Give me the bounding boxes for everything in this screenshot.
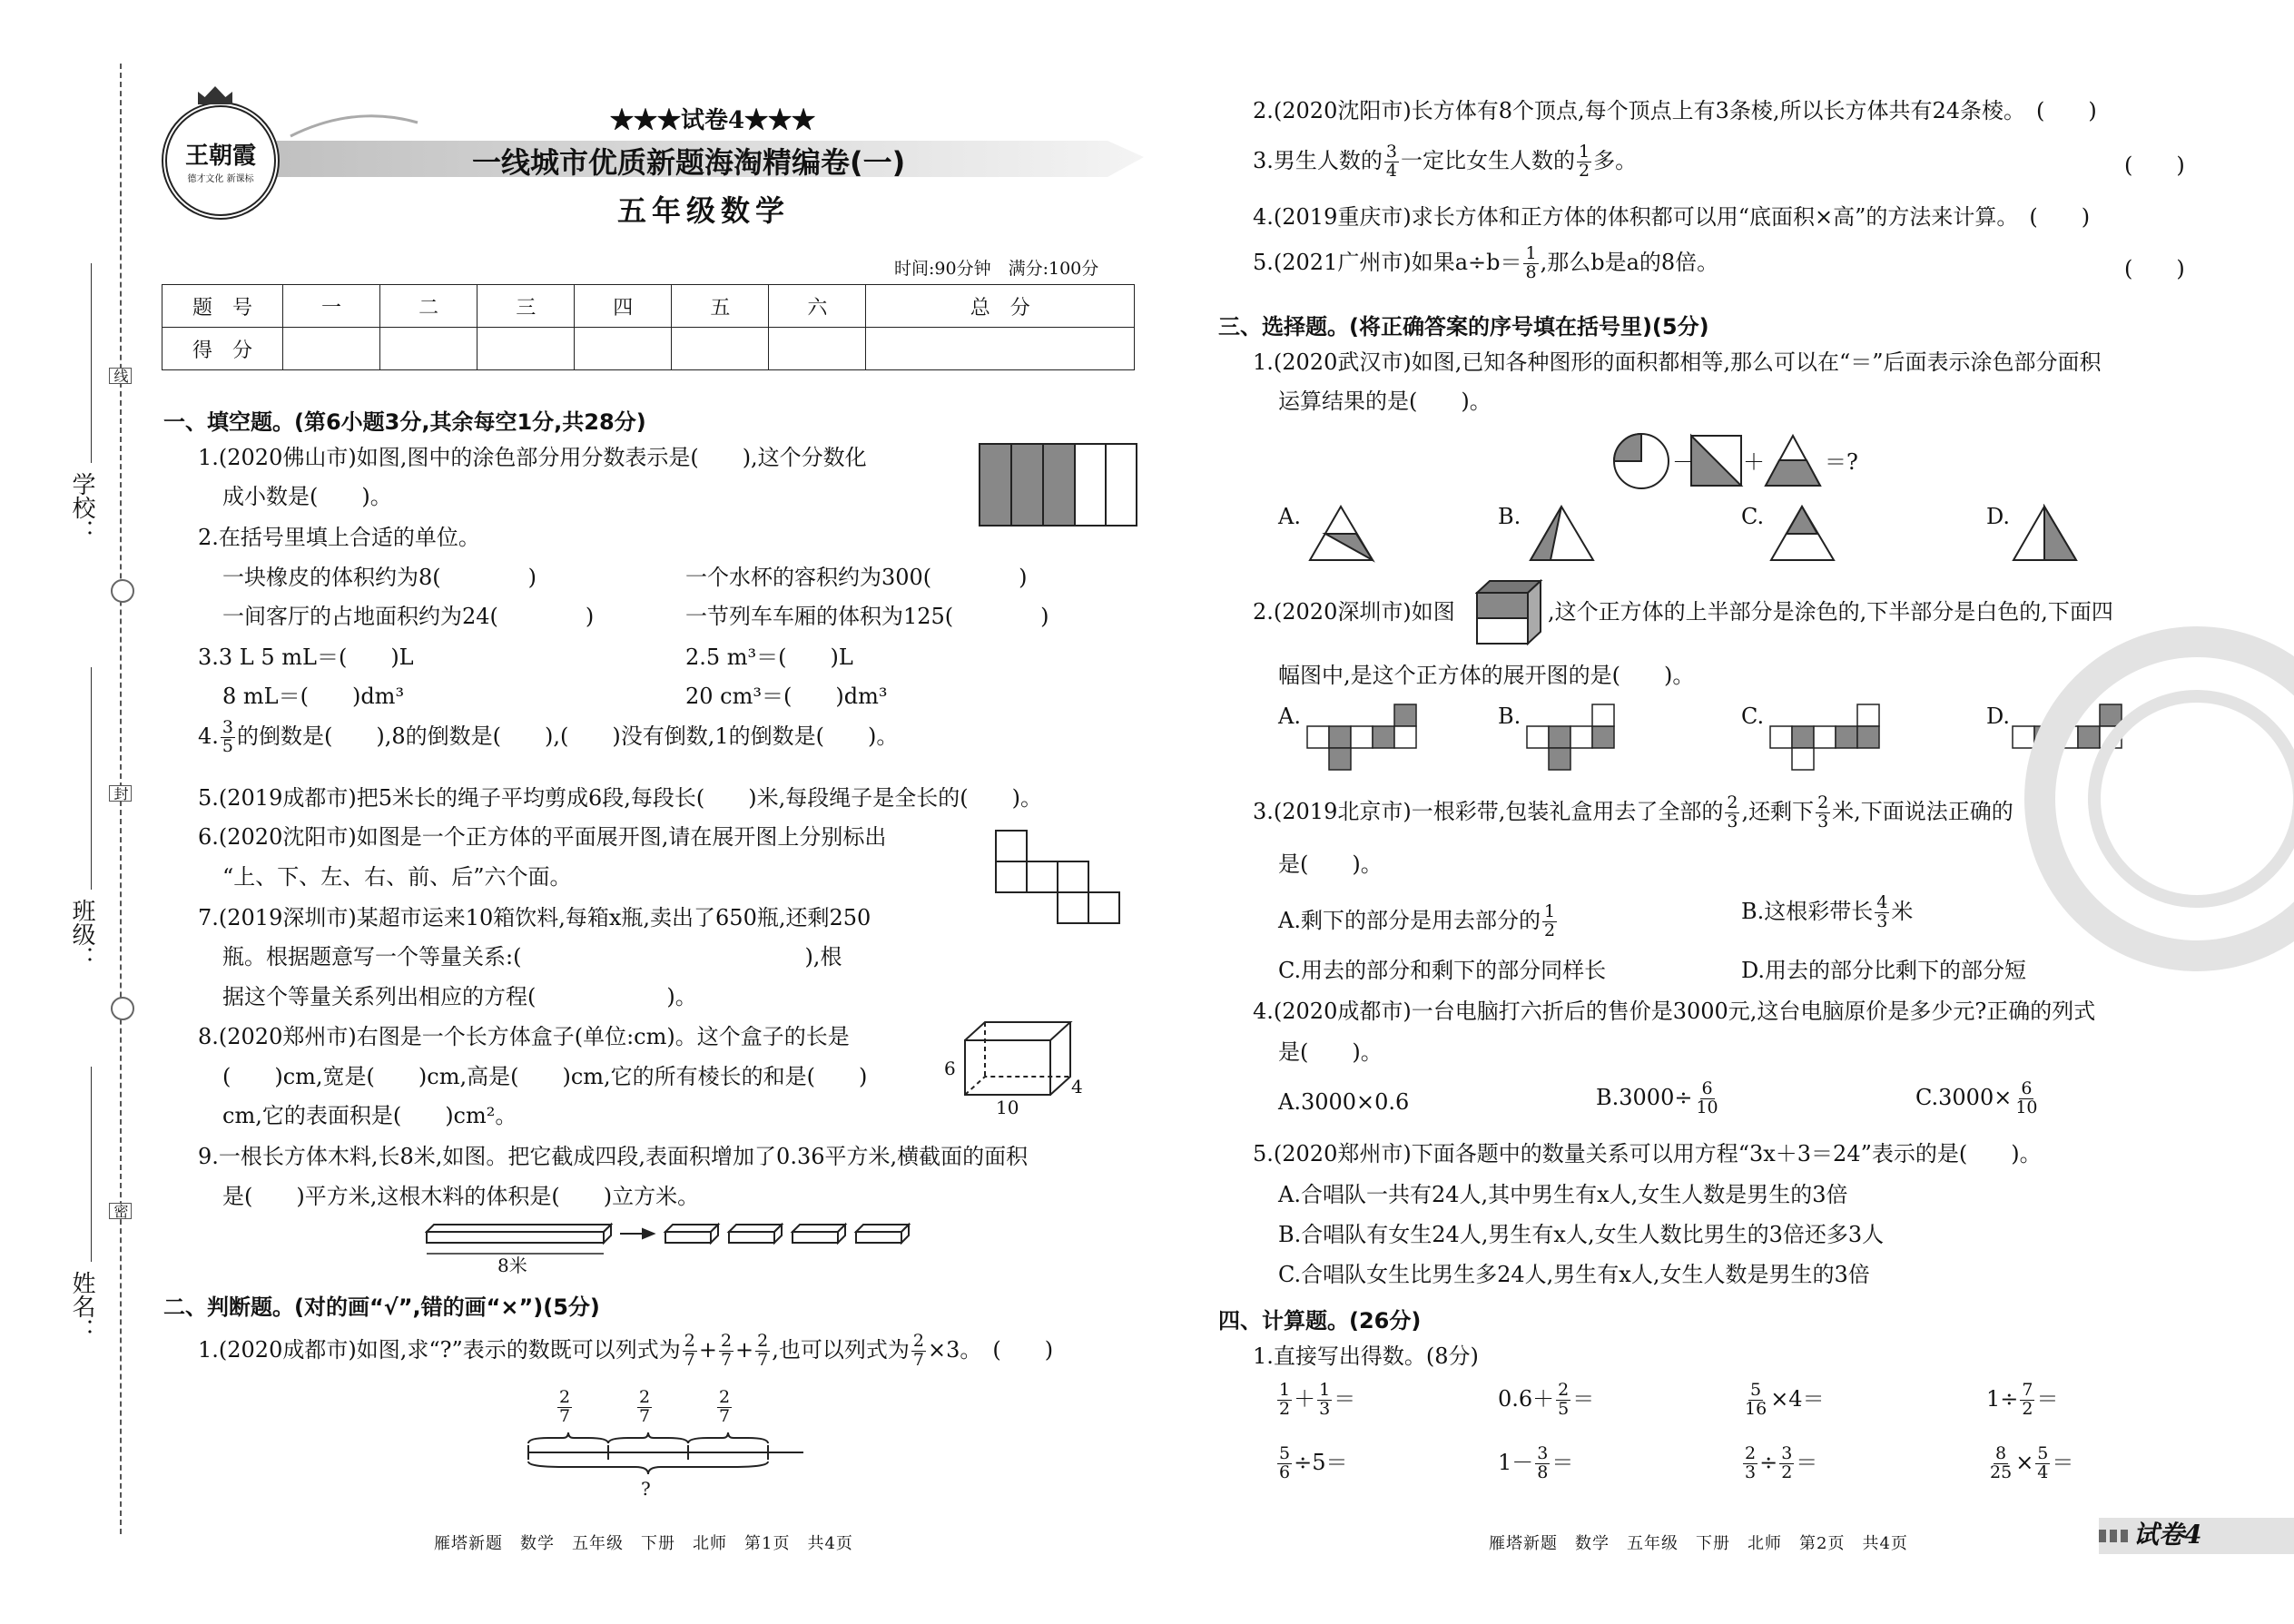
s1-q2a: 一块橡皮的体积约为8( ) (222, 565, 537, 590)
stars-title: ★★★试卷4★★★ (610, 107, 816, 134)
frac-num: 7 (2022, 1380, 2033, 1400)
frac-den: 2 (1781, 1462, 1793, 1482)
s4-q1: 1.直接写出得数。(8分) (1253, 1343, 1479, 1369)
frac-den: 8 (1537, 1462, 1549, 1482)
frac-num: 2 (1817, 792, 1829, 812)
name-line (91, 1067, 92, 1262)
q4-number: 4. (198, 723, 219, 749)
score-table-score-row (162, 328, 1135, 370)
frac-num: 2 (559, 1387, 571, 1407)
frac-den: 25 (1990, 1462, 2013, 1482)
footer-badge-squares-icon (2099, 1530, 2130, 1542)
expr-pre: 1÷ (1986, 1385, 2019, 1412)
section4-heading: 四、计算题。(26分) (1218, 1308, 1422, 1334)
s3-q2-opt-d[interactable]: D. (1986, 704, 2011, 729)
frac-num: 2 (1727, 792, 1738, 812)
frac (1743, 1382, 1768, 1419)
equals: ＝ (1334, 1385, 1356, 1412)
cube-net-figure (994, 829, 1126, 924)
main-title: 一线城市优质新题海淘精编卷(一) (472, 145, 906, 180)
calc-3 (1741, 1382, 1825, 1419)
frac-num: 4 (1876, 892, 1888, 912)
footer-badge: 试卷4 (2133, 1520, 2202, 1550)
footer-left: 雁塔新题 数学 五年级 下册 北师 第1页 共4页 (434, 1534, 853, 1553)
frac (717, 1389, 732, 1426)
s3-q2-line2: 幅图中,是这个正方体的展开图的是( )。 (1278, 663, 1695, 688)
frac (1556, 1382, 1570, 1419)
plus-sign: + (698, 1336, 717, 1363)
line-mark: 线 (109, 368, 132, 384)
calc-5 (1275, 1445, 1347, 1482)
s2-q3 (1253, 143, 1637, 181)
score-cell[interactable] (769, 328, 866, 370)
opt-text: C.3000× (1915, 1084, 2013, 1110)
frac-num: 1 (1525, 243, 1537, 263)
s3-q3 (1253, 794, 2013, 832)
frac-den: 7 (720, 1349, 733, 1370)
frac (1816, 794, 1830, 832)
brace-frac-2 (635, 1389, 654, 1426)
s1-q8-line1: 8.(2020郑州市)右图是一个长方体盒子(单位:cm)。这个盒子的长是 (198, 1024, 850, 1049)
margin-ornament-1 (111, 579, 134, 603)
frac (2020, 1382, 2034, 1419)
s1-q1-line1: 1.(2020佛山市)如图,图中的涂色部分用分数表示是( ),这个分数化 (198, 445, 867, 470)
s1-q2: 2.在括号里填上合适的单位。 (198, 525, 480, 550)
class-line (91, 667, 92, 890)
frac-den: 4 (1385, 160, 1397, 181)
s3-q5: 5.(2020郑州市)下面各题中的数量关系可以用方程“3x＋3＝24”表示的是( )。 (1253, 1141, 2042, 1166)
expr-equals: ＝? (1825, 449, 1858, 475)
s3-q5-opt-b[interactable]: B.合唱队有女生24人,男生有x人,女生人数比男生的3倍还多3人 (1278, 1222, 1885, 1247)
s1-q4 (198, 719, 898, 756)
page-subtitle: 五年级数学 (617, 193, 791, 228)
q2-net-b (1525, 701, 1657, 773)
frac (1542, 903, 1557, 940)
calc-2 (1498, 1382, 1594, 1419)
frac-den: 5 (1558, 1398, 1570, 1419)
s2-q1-mid: ,也可以列式为 (772, 1336, 910, 1363)
q1-triangle-b (1528, 504, 1596, 563)
frac (1779, 1445, 1794, 1482)
s3-q5-opt-c[interactable]: C.合唱队女生比男生多24人,男生有x人,女生人数是男生的3倍 (1278, 1262, 1870, 1287)
q4-text: 的倒数是( ),8的倒数是( ),( )没有倒数,1的倒数是( )。 (237, 723, 899, 749)
s2-q1 (198, 1333, 1053, 1370)
s1-q9-line2: 是( )平方米,这根木料的体积是( )立方米。 (222, 1184, 700, 1209)
q1-triangle-a (1307, 504, 1375, 563)
frac (637, 1389, 652, 1426)
frac-num: 3 (1781, 1443, 1793, 1463)
s3-q3-opt-a[interactable] (1278, 903, 1559, 940)
score-cell[interactable] (575, 328, 672, 370)
s3-q1-opt-a[interactable]: A. (1278, 504, 1301, 529)
secret-mark: 密 (109, 1203, 132, 1219)
equals: ＝ (1572, 1385, 1595, 1412)
score-cell[interactable] (283, 328, 380, 370)
frac-num: 2 (1745, 1443, 1757, 1463)
frac (1384, 143, 1399, 181)
frac (719, 1333, 733, 1370)
name-label: 姓名： (68, 1271, 95, 1342)
frac-den: 7 (639, 1405, 651, 1426)
frac-num: 1 (1279, 1380, 1291, 1400)
s1-q3c: 8 mL＝( )dm³ (222, 684, 405, 709)
calc-8 (1986, 1445, 2073, 1482)
score-table (162, 284, 1135, 370)
col-5: 五 (672, 285, 769, 328)
s3-q3-opt-b[interactable] (1741, 894, 1913, 931)
calc-4 (1986, 1382, 2058, 1419)
frac-den: 3 (1319, 1398, 1331, 1419)
s2-q3-mid: 一定比女生人数的 (1401, 147, 1575, 173)
s2-q2: 2.(2020沈阳市)长方体有8个顶点,每个顶点上有3条棱,所以长方体共有24条棱。 ( ) (1253, 98, 2097, 123)
margin-ornament-2 (111, 997, 134, 1020)
s2-q3-paren: ( ) (2124, 153, 2185, 178)
brace-frac-1 (556, 1389, 574, 1426)
opt-text: B.3000÷ (1596, 1084, 1693, 1110)
s2-q1-pre: 1.(2020成都市)如图,求“?”表示的数既可以列式为 (198, 1336, 681, 1363)
equals: ＝ (1551, 1449, 1574, 1475)
frac-num: 1 (1579, 142, 1590, 162)
s2-q5 (1253, 245, 1718, 282)
frac-num: 1 (1319, 1380, 1331, 1400)
s3-q3-part2: ,还剩下 (1741, 798, 1815, 824)
frac-den: 16 (1745, 1398, 1767, 1419)
s3-q1-line1: 1.(2020武汉市)如图,已知各种图形的面积都相等,那么可以在“＝”后面表示涂色部分面积 (1253, 349, 2102, 375)
s3-q2-pre: 2.(2020深圳市)如图 (1253, 599, 1455, 625)
frac-den: 6 (1279, 1462, 1291, 1482)
frac-den: 7 (684, 1349, 695, 1370)
s3-q1-opt-c[interactable]: C. (1741, 504, 1765, 529)
frac-num: 2 (757, 1331, 769, 1351)
wood-beam-figure (425, 1221, 1124, 1275)
frac (911, 1333, 926, 1370)
frac-den: 3 (1727, 811, 1738, 832)
school-line (91, 263, 92, 463)
q1-shaded-rectangle (979, 443, 1137, 527)
wood-length-label: 8米 (497, 1255, 527, 1276)
s3-q4-opt-c[interactable] (1915, 1080, 2042, 1117)
expr-post: ÷5 (1294, 1449, 1326, 1475)
frac-num: 3 (1537, 1443, 1549, 1463)
frac-num: 2 (639, 1387, 651, 1407)
frac-num: 2 (720, 1331, 733, 1351)
s1-q6-line2: “上、下、左、右、前、后”六个面。 (222, 864, 572, 890)
frac (1317, 1382, 1332, 1419)
s1-q8-line3: cm,它的表面积是( )cm²。 (222, 1103, 517, 1128)
expr-minus: － (1672, 449, 1694, 475)
half-shaded-cube-figure (1475, 579, 1543, 647)
expr-post: ×4 (1770, 1385, 1803, 1412)
frac (1725, 794, 1739, 832)
score-table-header-row (162, 285, 1135, 328)
col-3: 三 (478, 285, 575, 328)
opt-text: A.剩下的部分是用去部分的 (1278, 907, 1541, 933)
s3-q1-opt-b[interactable]: B. (1498, 504, 1521, 529)
score-cell[interactable] (866, 328, 1135, 370)
calc-1 (1275, 1382, 1355, 1419)
op: ＋ (1294, 1385, 1316, 1412)
brace-frac-3 (715, 1389, 733, 1426)
frac-num: 5 (1750, 1380, 1762, 1400)
s3-q4-line2: 是( )。 (1278, 1039, 1383, 1065)
frac-den: 7 (912, 1349, 924, 1370)
frac-den: 3 (1876, 910, 1888, 931)
frac (1277, 1445, 1292, 1482)
section2-heading: 二、判断题。(对的画“√”,错的画“×”)(5分) (163, 1294, 600, 1320)
col-2: 二 (380, 285, 478, 328)
s3-q2-opt-c[interactable]: C. (1741, 704, 1765, 729)
s3-q3-line2: 是( )。 (1278, 851, 1383, 877)
row-label-score: 得 分 (162, 328, 283, 370)
s2-q3-pre: 3.男生人数的 (1253, 147, 1383, 173)
s3-q2-opt-b[interactable]: B. (1498, 704, 1521, 729)
class-label: 班级： (68, 899, 95, 969)
expr-pre: 1－ (1498, 1449, 1534, 1475)
box-length-label: 10 (996, 1097, 1019, 1118)
frac-num: 3 (222, 717, 233, 737)
expr-pre: 0.6＋ (1498, 1385, 1555, 1412)
frac-den: 2 (1543, 920, 1556, 940)
col-total: 总 分 (866, 285, 1135, 328)
s1-q9-line1: 9.一根长方体木料,长8米,如图。把它截成四段,表面积增加了0.36平方米,横截面的面积 (198, 1144, 1029, 1169)
s1-q3b: 2.5 m³＝( )L (685, 645, 853, 670)
frac-den: 2 (1579, 160, 1590, 181)
opt-unit: 米 (1891, 898, 1914, 924)
s3-q4-opt-b[interactable] (1596, 1080, 1722, 1117)
frac-den: 7 (719, 1405, 731, 1426)
frac-den: 2 (2022, 1398, 2033, 1419)
frac-den: 2 (1279, 1398, 1291, 1419)
frac-den: 10 (2015, 1097, 2038, 1117)
equals: ＝ (1325, 1449, 1348, 1475)
equals: ＝ (1796, 1449, 1818, 1475)
s1-q7-line3: 据这个等量关系列出相应的方程( )。 (222, 984, 697, 1009)
score-cell[interactable] (672, 328, 769, 370)
s3-q4-opt-a[interactable]: A.3000×0.6 (1278, 1089, 1410, 1115)
calc-7 (1741, 1445, 1817, 1482)
s1-q7-line1: 7.(2019深圳市)某超市运来10箱饮料,每箱x瓶,卖出了650瓶,还剩250 (198, 905, 871, 930)
frac (683, 1333, 697, 1370)
section1-heading: 一、填空题。(第6小题3分,其余每空1分,共28分) (163, 409, 646, 435)
frac-num: 5 (2037, 1443, 2049, 1463)
footer-right: 雁塔新题 数学 五年级 下册 北师 第2页 共4页 (1489, 1534, 1908, 1553)
s3-q2-opt-a[interactable]: A. (1278, 704, 1301, 729)
s3-q5-opt-a[interactable]: A.合唱队一共有24人,其中男生有x人,女生人数是男生的3倍 (1278, 1182, 1848, 1207)
frac-num: 5 (1279, 1443, 1291, 1463)
frac (1694, 1080, 1719, 1117)
school-label: 学校： (68, 472, 95, 543)
s3-q2-post: ,这个正方体的上半部分是涂色的,下半部分是白色的,下面四 (1548, 599, 2113, 625)
opt-text: B.这根彩带长 (1741, 898, 1874, 924)
expr-plus: ＋ (1743, 449, 1765, 475)
s1-q1-line2: 成小数是( )。 (222, 484, 392, 509)
frac-num: 6 (2021, 1078, 2033, 1098)
frac-num: 6 (1701, 1078, 1713, 1098)
frac-num: 8 (1995, 1443, 2007, 1463)
s2-q4: 4.(2019重庆市)求长方体和正方体的体积都可以用“底面积×高”的方法来计算。 ( ) (1253, 204, 2091, 230)
area-expression-figure (1611, 431, 1847, 495)
s3-q1-opt-d[interactable]: D. (1986, 504, 2011, 529)
frac-num: 2 (684, 1331, 695, 1351)
s2-q1-post: ×3。 ( ) (927, 1336, 1054, 1363)
s3-q4-line1: 4.(2020成都市)一台电脑打六折后的售价是3000元,这台电脑原价是多少元?正确的列式 (1253, 999, 2096, 1024)
s1-q5: 5.(2019成都市)把5米长的绳子平均剪成6段,每段长( )米,每段绳子是全长的( )。 (198, 785, 1042, 811)
q2-net-a (1305, 701, 1437, 773)
plus-sign: + (735, 1336, 754, 1363)
s2-q5-pre: 5.(2021广州市)如果a÷b＝ (1253, 249, 1522, 275)
frac (1277, 1382, 1292, 1419)
frac-num: 1 (1543, 901, 1556, 921)
equals: ＝ (2036, 1385, 2059, 1412)
time-score: 时间:90分钟 满分:100分 (894, 259, 1099, 279)
logo-text: 王朝霞 (184, 143, 256, 170)
s3-q3-part3: 米,下面说法正确的 (1832, 798, 2013, 824)
frac-num: 2 (719, 1387, 731, 1407)
s1-q3d: 20 cm³＝( )dm³ (685, 684, 888, 709)
frac (1875, 894, 1889, 931)
cuboid-box-figure (958, 1017, 1076, 1107)
frac (1988, 1445, 2013, 1482)
frac (1577, 143, 1591, 181)
s3-q3-part1: 3.(2019北京市)一根彩带,包装礼盒用去了全部的 (1253, 798, 1724, 824)
op: ÷ (1759, 1449, 1778, 1475)
s2-q5-paren: ( ) (2124, 256, 2185, 281)
equals: ＝ (1802, 1385, 1825, 1412)
op: × (2015, 1449, 2034, 1475)
logo-badge (162, 102, 280, 220)
frac-num: 2 (1558, 1380, 1570, 1400)
frac-den: 7 (757, 1349, 769, 1370)
frac (755, 1333, 770, 1370)
box-height-label: 6 (944, 1058, 956, 1079)
calc-6 (1498, 1445, 1573, 1482)
frac (1523, 245, 1538, 282)
col-1: 一 (283, 285, 380, 328)
frac-den: 8 (1525, 261, 1537, 282)
s2-q3-post: 多。 (1593, 147, 1638, 173)
frac-den: 3 (1745, 1462, 1757, 1482)
col-4: 四 (575, 285, 672, 328)
frac-num: 3 (1385, 142, 1397, 162)
box-width-label: 4 (1071, 1076, 1083, 1097)
frac-den: 5 (222, 735, 233, 756)
s1-q7-line2: 瓶。根据题意写一个等量关系:( ),根 (222, 944, 842, 969)
frac (2013, 1080, 2039, 1117)
s1-q2d: 一节列车车厢的体积为125( ) (685, 604, 1049, 629)
s3-q3-opt-c[interactable]: C.用去的部分和剩下的部分同样长 (1278, 958, 1607, 983)
frac-den: 7 (559, 1405, 571, 1426)
s1-q2c: 一间客厅的占地面积约为24( ) (222, 604, 595, 629)
score-cell[interactable] (380, 328, 478, 370)
section3-heading: 三、选择题。(将正确答案的序号填在括号里)(5分) (1218, 314, 1709, 340)
frac (1743, 1445, 1757, 1482)
frac-den: 10 (1696, 1097, 1718, 1117)
s2-q5-post: ,那么b是a的8倍。 (1540, 249, 1719, 275)
s1-q6-line1: 6.(2020沈阳市)如图是一个正方体的平面展开图,请在展开图上分别标出 (198, 824, 887, 850)
seal-mark: 封 (109, 785, 132, 802)
q2-net-c (1768, 701, 1900, 773)
s1-q2b: 一个水杯的容积约为300( ) (685, 565, 1028, 590)
s1-q8-line2: ( )cm,宽是( )cm,高是( )cm,它的所有棱长的和是( ) (222, 1064, 868, 1089)
s1-q3a: 3.3 L 5 mL＝( )L (198, 645, 414, 670)
row-label-number: 题 号 (162, 285, 283, 328)
frac (1535, 1445, 1550, 1482)
q4-fraction (221, 719, 235, 756)
watermark-seal-inner (2088, 690, 2294, 908)
brace-question-mark: ? (641, 1478, 651, 1500)
logo-small-text: 德才文化 新课标 (187, 174, 254, 184)
frac-num: 2 (912, 1331, 924, 1351)
frac (2035, 1445, 2050, 1482)
s3-q3-opt-d[interactable]: D.用去的部分比剩下的部分短 (1741, 958, 2027, 983)
q1-triangle-d (2011, 504, 2079, 563)
frac (557, 1389, 572, 1426)
equals: ＝ (2052, 1449, 2074, 1475)
frac-den: 3 (1817, 811, 1829, 832)
s3-q1-line2: 运算结果的是( )。 (1278, 389, 1492, 414)
q1-triangle-c (1768, 504, 1836, 563)
score-cell[interactable] (478, 328, 575, 370)
frac-den: 4 (2037, 1462, 2049, 1482)
col-6: 六 (769, 285, 866, 328)
